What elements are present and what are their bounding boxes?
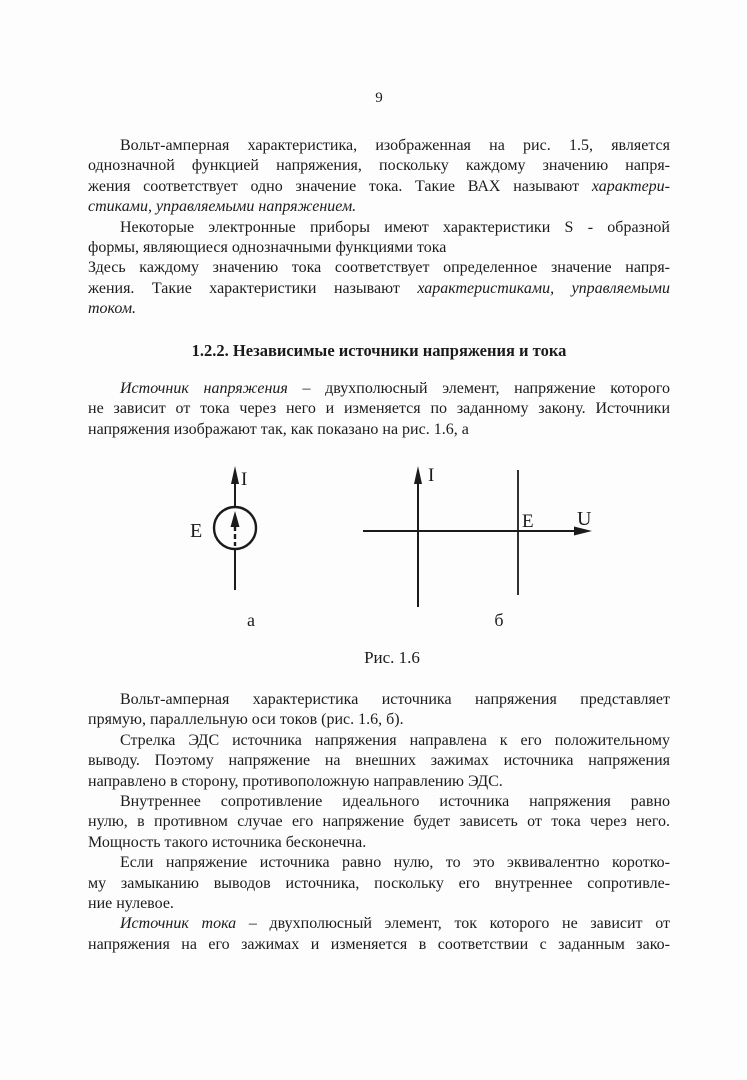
text-run: Источник тока [120, 915, 237, 933]
text-line [88, 399, 670, 419]
text-run: жения соответствует одно значение тока. Такие ВАХ называют [88, 177, 592, 195]
text-line [88, 894, 670, 914]
text-line [88, 177, 670, 197]
text-line [88, 751, 670, 771]
subfigure-b-label: б [494, 610, 504, 630]
text-run: Стрелка ЭДС источника напряжения направлена к его положительному [120, 731, 670, 749]
text-run: – двухполюсный элемент, ток которого не зависит от [236, 915, 670, 933]
text-line [88, 935, 670, 955]
text-line [88, 258, 670, 278]
text-line [88, 914, 670, 934]
paragraph [88, 792, 670, 853]
text-run: Мощность такого источника бесконечна. [88, 833, 367, 851]
text-run: током. [88, 300, 137, 318]
text-line [88, 874, 670, 894]
emf-arrowhead-icon [231, 511, 240, 527]
text-run: напряжения изображают так, как показано на рис. 1.6, а [88, 420, 469, 438]
text-line [88, 853, 670, 873]
text-line [88, 279, 670, 299]
text-line [88, 792, 670, 812]
text-run: характери- [591, 177, 670, 195]
paragraph [88, 258, 670, 319]
emf-label-a: E [190, 520, 203, 542]
section-heading: 1.2.2. Независимые источники напряжения и тока [191, 341, 567, 360]
paragraph [88, 690, 670, 731]
text-line [88, 731, 670, 751]
text-run: направлено в сторону, противоположную направлению ЭДС. [88, 772, 503, 790]
text-line [88, 299, 670, 319]
paragraph-block-intro [88, 136, 670, 320]
text-run: Здесь каждому значению тока соответствует определенное значение напря- [88, 259, 670, 277]
text-run: Если напряжение источника равно нулю, то это эквивалентно коротко- [120, 854, 670, 872]
text-line [88, 197, 670, 217]
text-line [88, 772, 670, 792]
text-line [88, 710, 670, 730]
text-run: Некоторые электронные приборы имеют характеристики S - образной [120, 218, 670, 236]
text-run: выводу. Поэтому напряжение на внешних зажимах источника напряжения [88, 752, 670, 770]
paragraph [88, 853, 670, 914]
paragraph-block-voltage-source [88, 379, 670, 440]
text-line [88, 420, 670, 440]
paragraph-block-after-figure [88, 690, 670, 955]
text-line [88, 218, 670, 238]
paragraph [88, 914, 670, 955]
text-run: му замыканию выводов источника, поскольку его внутреннее сопротивле- [88, 874, 670, 892]
figure-caption: Рис. 1.6 [364, 648, 420, 667]
text-run: нулю, в противном случае его напряжение будет зависеть от тока через него. [88, 813, 670, 831]
paragraph [88, 136, 670, 218]
paragraph [88, 731, 670, 792]
text-line [88, 238, 670, 258]
text-line [88, 136, 670, 156]
subfigure-a-label: а [247, 610, 255, 630]
paragraph [88, 218, 670, 259]
text-run: не зависит от тока через него и изменяется по заданному закону. Источники [88, 400, 670, 418]
figure-1-6 [88, 455, 670, 645]
text-run: Вольт-амперная характеристика источника напряжения представляет [120, 691, 670, 708]
text-line [88, 690, 670, 710]
i-axis-label: I [428, 465, 435, 486]
text-line [88, 812, 670, 832]
text-run: стиками, управляемыми напряжением. [88, 198, 357, 216]
text-run: – двухполюсный элемент, напряжение которого [287, 380, 670, 397]
text-run: ние нулевое. [88, 894, 174, 912]
text-run: Внутреннее сопротивление идеального источника напряжения равно [120, 792, 670, 810]
page-number: 9 [375, 90, 383, 106]
text-line [88, 833, 670, 853]
text-run: напряжения на его зажимах и изменяется в соответствии с заданным зако- [88, 935, 670, 953]
u-axis-label: U [577, 508, 592, 530]
text-run: однозначной функцией напряжения, поскольку каждому значению напря- [88, 157, 670, 175]
text-run: Источник напряжения [120, 380, 288, 397]
text-line [88, 156, 670, 176]
text-run: прямую, параллельную оси токов (рис. 1.6, б). [88, 711, 404, 729]
text-run: Вольт-амперная характеристика, изображенная на рис. 1.5, является [120, 137, 670, 154]
text-line [88, 379, 670, 399]
emf-label-b: E [522, 511, 534, 532]
text-run: жения. Такие характеристики называют [88, 279, 418, 297]
figure-1-6-drawing [88, 455, 670, 645]
voltage-source-symbol [190, 466, 256, 630]
paragraph [88, 379, 670, 440]
vac-graph [363, 465, 592, 630]
text-run: характеристиками, управляемыми [417, 279, 670, 297]
current-label-a: I [241, 469, 248, 490]
text-run: формы, являющиеся однозначными функциями тока [88, 238, 447, 256]
